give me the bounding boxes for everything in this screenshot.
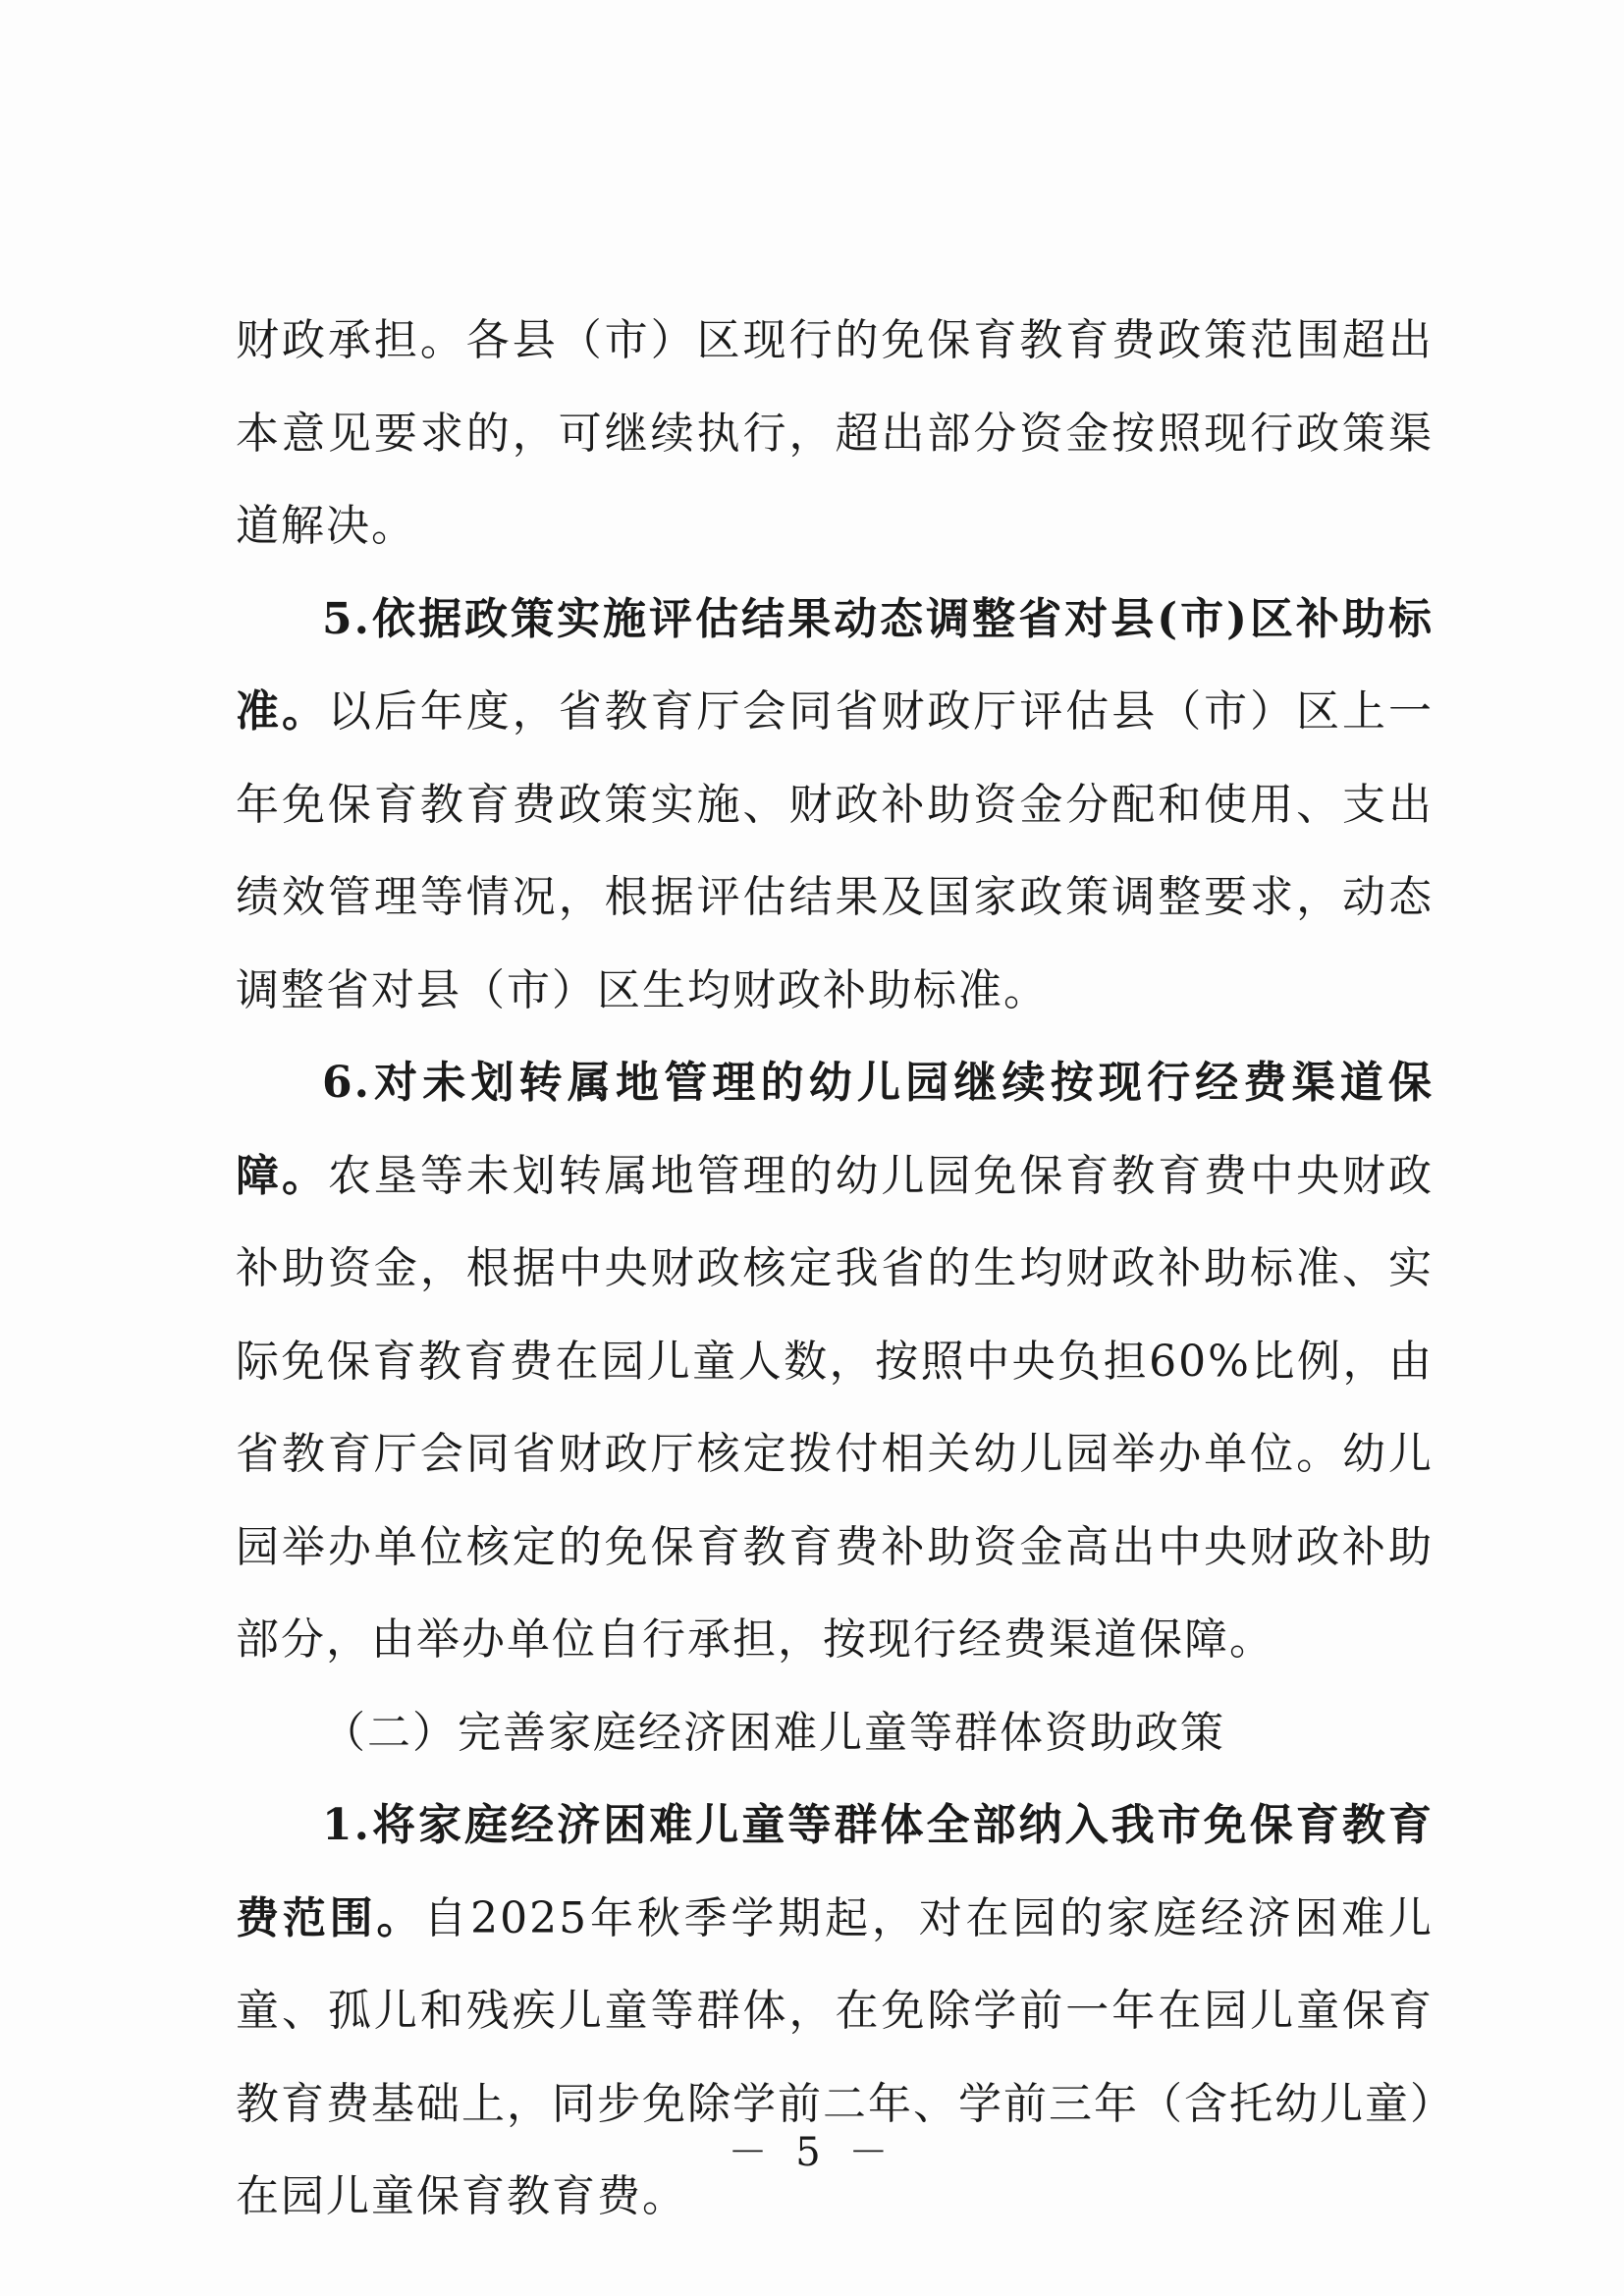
document-body xyxy=(236,295,1434,2244)
paragraph-item-5 xyxy=(236,574,1434,1038)
paragraph-text: 以后年度，省教育厅会同省财政厅评估县（市）区上一年免保育教育费政策实施、财政补助资金分配和使用、支出绩效管理等情况，根据评估结果及国家政策调整要求，动态调整省对县（市）区生均财政补助标准。 xyxy=(236,686,1434,1015)
paragraph-text: 农垦等未划转属地管理的幼儿园免保育教育费中央财政补助资金，根据中央财政核定我省的生均财政补助标准、实际免保育教育费在园儿童人数，按照中央负担60%比例，由省教育厅会同省财政厅核定拨付相关幼儿园举办单位。幼儿园举办单位核定的免保育教育费补助资金高出中央财政补助部分，由举办单位自行承担，按现行经费渠道保障。 xyxy=(236,1150,1434,1665)
page-number: － 5 － xyxy=(728,2130,896,2175)
paragraph-text: 财政承担。各县（市）区现行的免保育教育费政策范围超出本意见要求的，可继续执行，超出部分资金按照现行政策渠道解决。 xyxy=(236,315,1434,551)
item-heading: 5.依据政策实施评估结果动态调整省对县(市)区补助标准。 xyxy=(236,593,1434,737)
paragraph-text: 自2025年秋季学期起，对在园的家庭经济困难儿童、孤儿和残疾儿童等群体，在免除学前一年在园儿童保育教育费基础上，同步免除学前二年、学前三年（含托幼儿童）在园儿童保育教育费。 xyxy=(236,1892,1434,2221)
item-heading: 6.对未划转属地管理的幼儿园继续按现行经费渠道保障。 xyxy=(236,1058,1434,1201)
item-heading: 1.将家庭经济困难儿童等群体全部纳入我市免保育教育费范围。 xyxy=(236,1800,1434,1943)
paragraph-continuation xyxy=(236,295,1434,574)
paragraph-item-6 xyxy=(236,1037,1434,1687)
section-title: （二）完善家庭经济困难儿童等群体资助政策 xyxy=(322,1707,1225,1758)
